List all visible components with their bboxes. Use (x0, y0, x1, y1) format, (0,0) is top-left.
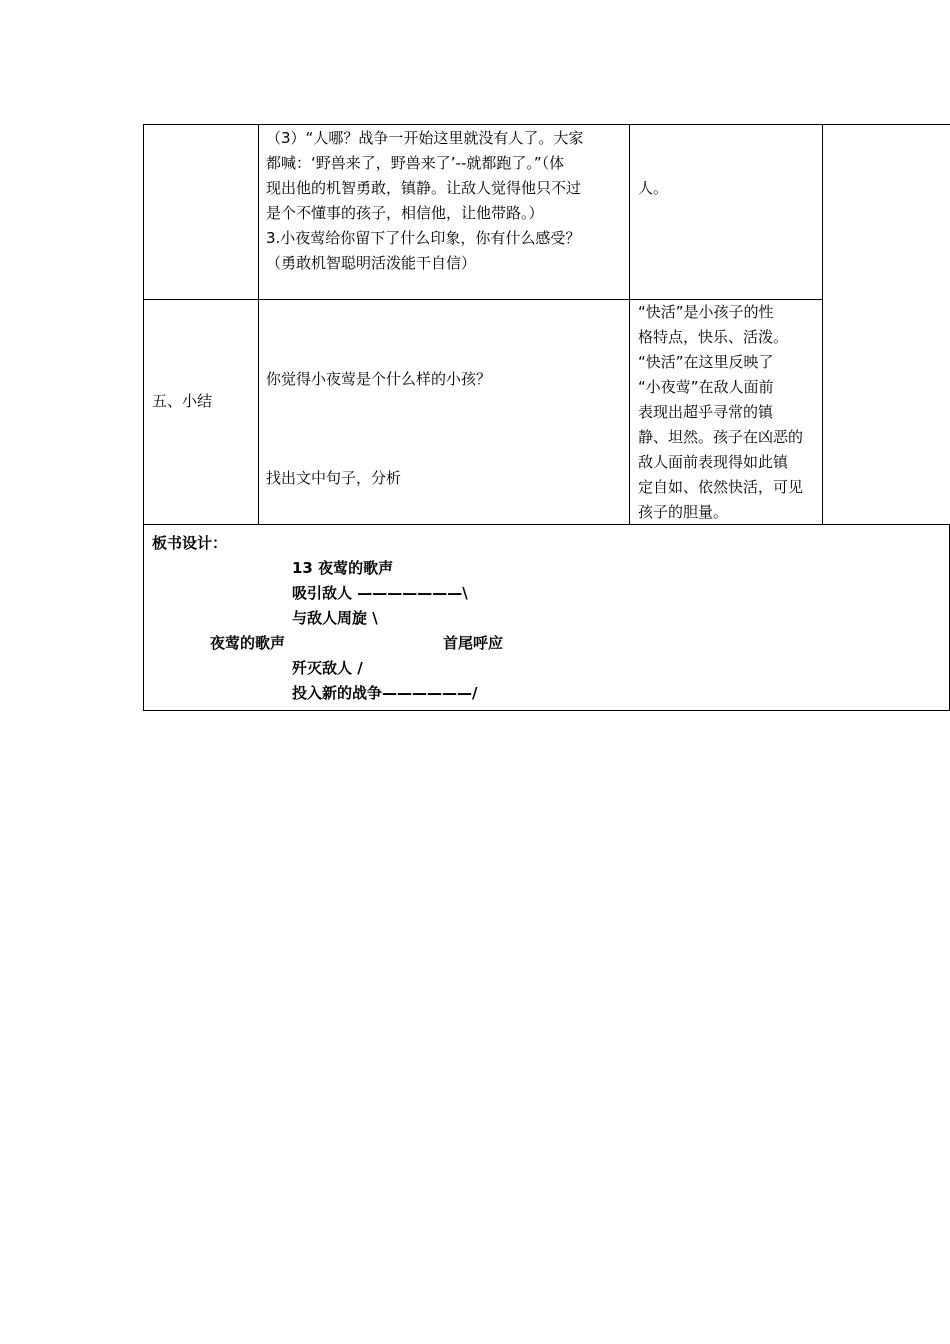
row1-col3-text: 人。 (638, 179, 669, 197)
text-line: “快活”是小孩子的性 (638, 303, 774, 321)
section-label-summary: 五、小结 (152, 392, 213, 410)
board-center-label: 夜莺的歌声 (210, 634, 286, 652)
text-line: 是个不懂事的孩子，相信他，让他带路。） (266, 204, 544, 222)
col-separator-3 (822, 124, 823, 525)
board-title: 13 夜莺的歌声 (292, 559, 394, 577)
table-border-top (143, 124, 950, 125)
col-separator-1 (258, 124, 259, 525)
text-line: 现出他的机智勇敢，镇静。让敌人觉得他只不过 (266, 179, 582, 197)
text-line: 定自如、依然快活，可见 (638, 478, 804, 496)
board-item-new-war: 投入新的战争——————/ (292, 684, 478, 702)
text-line: “快活”在这里反映了 (638, 353, 774, 371)
row2-col3-text (638, 300, 820, 525)
row1-col2-text (266, 126, 628, 276)
text-line: （勇敢机智聪明活泼能干自信） (266, 254, 477, 272)
board-item-attract: 吸引敌人 ———————\ (292, 584, 468, 602)
row2-question: 你觉得小夜莺是个什么样的小孩？ (266, 370, 492, 388)
text-line: （3）“人哪？战争一开始这里就没有人了。大家 (266, 129, 584, 147)
text-line: 3.小夜莺给你留下了什么印象，你有什么感受？ (266, 229, 581, 247)
text-line: 孩子的胆量。 (638, 503, 729, 521)
table-border-left (143, 124, 144, 711)
row2-task: 找出文中句子，分析 (266, 469, 402, 487)
row-separator-2 (143, 524, 950, 525)
text-line: 敌人面前表现得如此镇 (638, 453, 789, 471)
text-line: “小夜莺”在敌人面前 (638, 378, 774, 396)
table-border-bottom (143, 710, 950, 711)
board-item-circle: 与敌人周旋 \ (292, 609, 378, 627)
text-line: 格特点，快乐、活泼。 (638, 328, 789, 346)
text-line: 都喊：‘野兽来了，野兽来了’--就都跑了。”（体 (266, 154, 565, 172)
board-item-destroy: 歼灭敌人 / (292, 659, 363, 677)
text-line: 静、坦然。孩子在凶恶的 (638, 428, 804, 446)
board-heading: 板书设计： (152, 534, 228, 552)
board-echo-label: 首尾呼应 (443, 634, 504, 652)
text-line: 表现出超乎寻常的镇 (638, 403, 774, 421)
col-separator-2 (629, 124, 630, 525)
